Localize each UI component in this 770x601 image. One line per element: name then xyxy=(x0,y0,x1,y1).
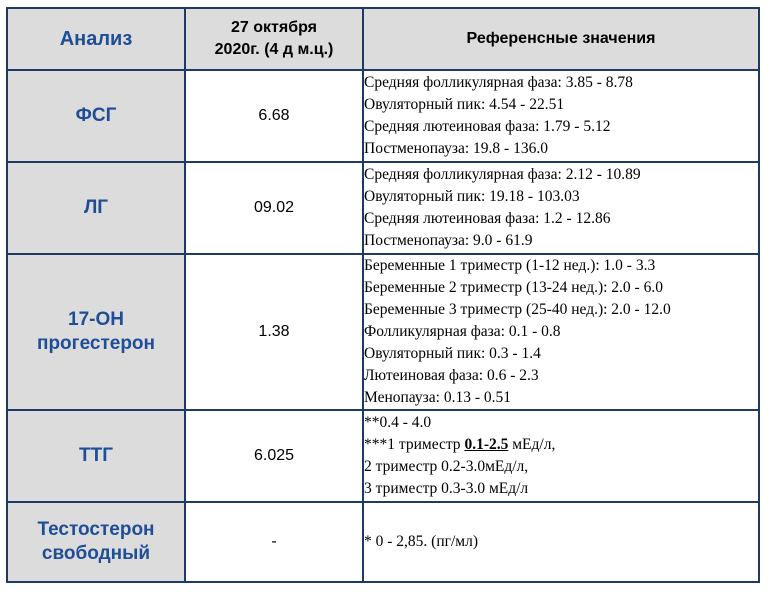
analysis-name-cell xyxy=(7,254,185,410)
analysis-value-cell xyxy=(185,254,363,410)
reference-values-cell xyxy=(363,162,759,254)
table-row xyxy=(7,410,759,502)
reference-line: Средняя фолликулярная фаза: 2.12 - 10.89 xyxy=(364,166,641,183)
reference-line: Средняя лютеиновая фаза: 1.79 - 5.12 xyxy=(364,118,611,135)
header-cell-reference xyxy=(363,8,759,70)
reference-line: Лютеиновая фаза: 0.6 - 2.3 xyxy=(364,367,539,384)
lab-results-document xyxy=(0,7,770,601)
reference-line: Постменопауза: 9.0 - 61.9 xyxy=(364,232,533,249)
analysis-value-cell xyxy=(185,70,363,162)
analysis-value: 09.02 xyxy=(253,199,295,216)
reference-line: Овуляторный пик: 19.18 - 103.03 xyxy=(364,188,580,205)
table-row xyxy=(7,254,759,410)
analysis-name-cell xyxy=(7,162,185,254)
analysis-name-line2: прогестерон xyxy=(36,333,156,354)
analysis-name-cell xyxy=(7,502,185,582)
table-row xyxy=(7,502,759,582)
reference-line: Средняя лютеиновая фаза: 1.2 - 12.86 xyxy=(364,210,611,227)
analysis-name-line1: Тестостерон xyxy=(37,519,155,541)
reference-values-cell xyxy=(363,70,759,162)
reference-line: Беременные 3 триместр (25-40 нед.): 2.0 - 12.0 xyxy=(364,301,671,318)
analysis-value: 1.38 xyxy=(258,323,290,340)
table-row xyxy=(7,70,759,162)
reference-line: * 0 - 2,85. (пг/мл) xyxy=(364,533,478,550)
header-cell-date xyxy=(185,8,363,70)
analysis-name-line1: ТТГ xyxy=(79,445,113,467)
analysis-value-cell xyxy=(185,162,363,254)
reference-line: Фолликулярная фаза: 0.1 - 0.8 xyxy=(364,323,561,340)
lab-results-table xyxy=(6,7,760,583)
header-label-reference: Референсные значения xyxy=(466,30,656,47)
reference-line: Менопауза: 0.13 - 0.51 xyxy=(364,389,511,406)
reference-text-underlined: 0.1-2.5 xyxy=(464,436,509,453)
reference-line: Овуляторный пик: 0.3 - 1.4 xyxy=(364,345,541,362)
analysis-value-cell xyxy=(185,410,363,502)
reference-text-before: ***1 триместр xyxy=(364,436,465,453)
analysis-name-line2: свободный xyxy=(41,543,151,564)
reference-line: Средняя фолликулярная фаза: 3.85 - 8.78 xyxy=(364,74,633,91)
analysis-value-cell xyxy=(185,502,363,582)
analysis-name-line1: ФСГ xyxy=(75,105,117,127)
header-label-date-line2: 2020г. (4 д м.ц.) xyxy=(214,41,334,58)
reference-values-cell xyxy=(363,410,759,502)
reference-line: 3 триместр 0.3-3.0 мЕд/л xyxy=(364,480,529,497)
reference-text-after: мЕд/л, xyxy=(508,436,556,453)
analysis-name-cell xyxy=(7,410,185,502)
reference-line: Беременные 1 триместр (1-12 нед.): 1.0 - 3.3 xyxy=(364,257,656,274)
table-row xyxy=(7,162,759,254)
analysis-value: - xyxy=(271,533,277,550)
analysis-name-line1: 17-ОН xyxy=(68,309,124,331)
analysis-name-line1: ЛГ xyxy=(83,197,109,219)
reference-line: Овуляторный пик: 4.54 - 22.51 xyxy=(364,96,565,113)
header-label-analysis: Анализ xyxy=(59,27,133,50)
analysis-value: 6.025 xyxy=(253,447,295,464)
reference-values-cell xyxy=(363,502,759,582)
reference-line: **0.4 - 4.0 xyxy=(364,414,432,431)
reference-values-cell xyxy=(363,254,759,410)
reference-line: Постменопауза: 19.8 - 136.0 xyxy=(364,140,548,157)
table-header-row xyxy=(7,8,759,70)
header-label-date-line1: 27 октября xyxy=(231,19,317,37)
reference-line: Беременные 2 триместр (13-24 нед.): 2.0 - 6.0 xyxy=(364,279,663,296)
analysis-value: 6.68 xyxy=(258,107,290,124)
header-cell-analysis xyxy=(7,8,185,70)
reference-line: 2 триместр 0.2-3.0мЕд/л, xyxy=(364,458,529,475)
reference-line-underlined xyxy=(364,434,758,456)
analysis-name-cell xyxy=(7,70,185,162)
